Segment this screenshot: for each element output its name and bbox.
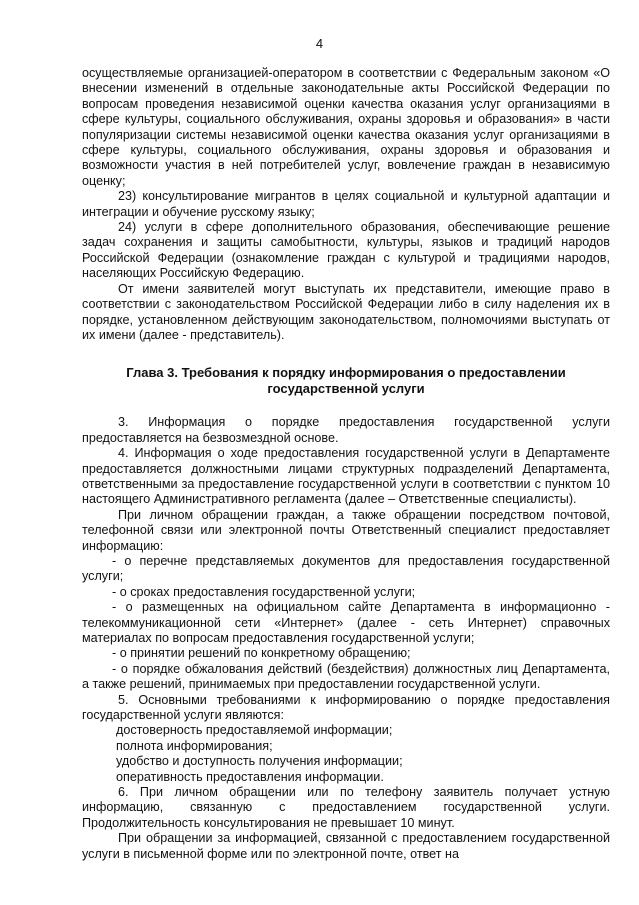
paragraph: достоверность предоставляемой информации; [116,723,393,738]
document-body [82,66,610,862]
paragraph: - о размещенных на официальном сайте Департамента в информационно - телекоммуникационной сети «Интернет» (далее - сеть Интернет) справочных материалах по вопросам предоставления государственной услуги; [82,600,610,645]
paragraph: полнота информирования; [116,738,273,753]
paragraph: 3. Информация о порядке предоставления государственной услуги предоставляется на безвозмездной основе. [82,415,610,445]
paragraph: осуществляемые организацией-оператором в соответствии с Федеральным законом «О внесении изменений в отдельные законодательные акты Российской Федерации по вопросам проведения независимой оценки качества оказания услуг организациями в сфере культуры, социального обслуживания, охраны здоровья и образования» в части популяризации системы независимой оценки качества оказания услуг организациями в сфере культуры, социального обслуживания, охраны здоровья и образования и возможности участия в ней потребителей услуг, вовлечение граждан в независимую оценку; [82,66,610,188]
paragraph: От имени заявителей могут выступать их представители, имеющие право в соответствии с законодательством Российской Федерации либо в силу наделения их в порядке, установленном действующим законодательством, полномочиями выступать от их имени (далее - представитель). [82,281,610,342]
paragraph: - о принятии решений по конкретному обращению; [112,646,411,661]
paragraph: удобство и доступность получения информации; [116,754,403,769]
paragraph: При обращении за информацией, связанной с предоставлением государственной услуги в письменной форме или по электронной почте, ответ на [82,831,610,861]
section-before-heading [82,66,610,343]
paragraph: 24) услуги в сфере дополнительного образования, обеспечивающие решение задач сохранения и защиты самобытности, культуры, языков и традиций народов Российской Федерации (ознакомление граждан с культурой и традициями народов, населяющих Российскую Федерацию. [82,220,610,281]
paragraph: При личном обращении граждан, а также обращении посредством почтовой, телефонной связи или электронной почты Ответственный специалист предоставляет информацию: [82,507,610,553]
chapter-heading [82,365,610,397]
page-number: 4 [315,36,324,51]
section-after-heading [82,415,610,862]
paragraph: - о сроках предоставления государственной услуги; [112,584,416,599]
paragraph: 4. Информация о ходе предоставления государственной услуги в Департаменте предоставляется должностными лицами структурных подразделений Департамента, ответственными за предоставление государственной услуги в соответствии с пунктом 10 настоящего Административного регламента (далее – Ответственные специалисты). [82,446,610,507]
paragraph: 5. Основными требованиями к информированию о порядке предоставления государственной услуги являются: [82,692,610,723]
paragraph: оперативность предоставления информации. [116,769,384,784]
paragraph: - о порядке обжалования действий (бездействия) должностных лиц Департамента, а также решений, принимаемых при предоставлении государственной услуги. [82,661,610,692]
chapter-heading-line-2: государственной услуги [267,381,425,397]
chapter-heading-line-1: Глава 3. Требования к порядку информирования о предоставлении [126,365,566,381]
paragraph: - о перечне представляемых документов для предоставления государственной услуги; [82,553,610,584]
paragraph: 23) консультирование мигрантов в целях социальной и культурной адаптации и интеграции и обучение русскому языку; [82,189,610,219]
paragraph: 6. При личном обращении или по телефону заявитель получает устную информацию, связанную с предоставлением государственной услуги. Продолжительность консультирования не превышает 10 минут. [82,785,610,830]
